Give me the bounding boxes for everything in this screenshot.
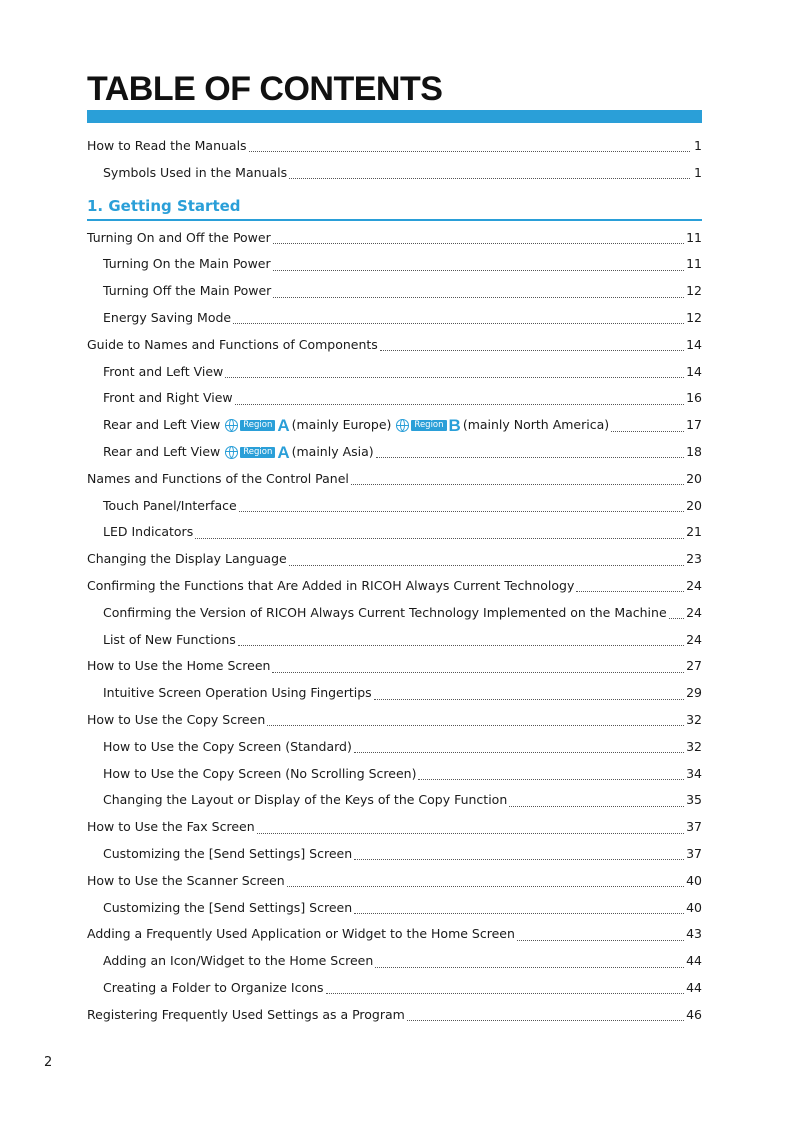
- toc-entry-text: How to Read the Manuals: [87, 138, 247, 153]
- toc-page-number: 44: [686, 953, 702, 969]
- dot-leader: [354, 912, 684, 914]
- toc-subentry[interactable]: [87, 975, 702, 1002]
- toc-subentry[interactable]: [87, 600, 702, 627]
- toc-entry-label: [103, 278, 271, 305]
- toc-entry-text: How to Use the Copy Screen (No Scrolling Screen): [103, 765, 417, 781]
- region-letter: A: [277, 442, 290, 462]
- toc-page-number: 11: [686, 256, 702, 272]
- toc-entry-label: [103, 680, 372, 707]
- toc-entry-label: [87, 653, 270, 680]
- toc-subentry[interactable]: [87, 385, 702, 412]
- toc-entry-label: [103, 493, 237, 520]
- toc-entry-label: [103, 519, 193, 546]
- toc-entry-label: [103, 975, 324, 1002]
- toc-entry-label: [103, 359, 223, 386]
- region-description: (mainly Europe): [291, 417, 392, 433]
- globe-icon: [225, 446, 238, 459]
- toc-entry-text: Changing the Display Language: [87, 551, 287, 567]
- dot-leader: [225, 376, 684, 378]
- dot-leader: [380, 349, 684, 351]
- toc-page-number: 12: [686, 283, 702, 299]
- toc-entry-label: [103, 385, 233, 412]
- toc-subentry[interactable]: [87, 680, 702, 707]
- dot-leader: [257, 832, 684, 834]
- dot-leader: [418, 778, 684, 780]
- toc-page-number: 20: [686, 470, 702, 486]
- dot-leader: [267, 724, 684, 726]
- dot-leader: [239, 510, 684, 512]
- chapter-title: 1. Getting Started: [87, 196, 241, 215]
- dot-leader: [576, 590, 684, 592]
- toc-entry[interactable]: [87, 225, 702, 252]
- region-marker: [225, 444, 289, 461]
- region-tag: Region: [240, 447, 275, 458]
- toc-page-number: 27: [686, 658, 702, 674]
- chapter-entries: [87, 225, 702, 1029]
- toc-entry-text: Rear and Left View: [103, 443, 221, 459]
- toc-subentry[interactable]: [87, 519, 702, 546]
- dot-leader: [354, 751, 684, 753]
- toc-entry-label: [103, 160, 287, 187]
- region-description: (mainly Asia): [291, 443, 374, 459]
- toc-subentry[interactable]: [87, 251, 702, 278]
- toc-entry-text: Front and Right View: [103, 390, 233, 406]
- toc-entry-text: How to Use the Scanner Screen: [87, 872, 285, 888]
- toc-entry-text: Turning On and Off the Power: [87, 229, 271, 245]
- dot-leader: [249, 150, 690, 152]
- dot-leader: [669, 617, 684, 619]
- dot-leader: [195, 537, 684, 539]
- toc-entry[interactable]: [87, 653, 702, 680]
- toc-page-number: 23: [686, 551, 702, 567]
- toc-page-number: 12: [686, 309, 702, 325]
- region-marker: [396, 417, 460, 434]
- toc-entry-text: Symbols Used in the Manuals: [103, 164, 288, 180]
- region-letter: A: [277, 416, 290, 436]
- toc-entry-label: [103, 761, 416, 788]
- toc-subentry[interactable]: [87, 305, 702, 332]
- toc-entry-label: [87, 466, 349, 493]
- dot-leader: [289, 564, 684, 566]
- toc-entry-text: How to Use the Copy Screen: [87, 711, 266, 727]
- globe-icon: [225, 419, 238, 432]
- toc-page-number: 16: [686, 390, 702, 406]
- toc-subentry[interactable]: [87, 734, 702, 761]
- dot-leader: [517, 939, 684, 941]
- toc-entry-text: Confirming the Version of RICOH Always Current Technology Implemented on the Machine: [103, 604, 667, 620]
- toc-entry-label: [103, 412, 609, 439]
- toc-entry-text: Intuitive Screen Operation Using Fingertips: [103, 685, 372, 701]
- toc-entry[interactable]: [87, 707, 702, 734]
- dot-leader: [289, 177, 690, 179]
- toc-entry-label: [103, 305, 231, 332]
- page-number: 2: [44, 1055, 53, 1070]
- chapter-heading[interactable]: [87, 187, 702, 221]
- toc-page-number: 21: [686, 524, 702, 540]
- toc-subentry[interactable]: [87, 439, 702, 466]
- toc-entry-text: How to Use the Home Screen: [87, 658, 271, 674]
- dot-leader: [407, 1019, 684, 1021]
- toc-entry-label: [87, 707, 265, 734]
- toc-entry-text: Registering Frequently Used Settings as a Program: [87, 1006, 405, 1022]
- toc-entry-label: [87, 332, 378, 359]
- toc-entry-label: [87, 133, 247, 160]
- toc-subentry[interactable]: [87, 493, 702, 520]
- toc-page-number: 40: [686, 899, 702, 915]
- toc-page-number: 32: [686, 711, 702, 727]
- table-of-contents: [87, 133, 702, 1029]
- dot-leader: [235, 403, 684, 405]
- toc-entry-text: List of New Functions: [103, 631, 236, 647]
- toc-entry[interactable]: [87, 573, 702, 600]
- toc-page-number: 17: [686, 417, 702, 433]
- toc-entry-label: [103, 439, 374, 466]
- dot-leader: [273, 296, 684, 298]
- toc-entry-text: LED Indicators: [103, 524, 194, 540]
- dot-leader: [509, 805, 684, 807]
- toc-page-number: 20: [686, 497, 702, 513]
- toc-page-number: 14: [686, 336, 702, 352]
- toc-subentry[interactable]: [87, 761, 702, 788]
- toc-entry-label: [103, 251, 271, 278]
- toc-entry-label: [103, 734, 352, 761]
- toc-entry[interactable]: [87, 921, 702, 948]
- dot-leader: [375, 966, 684, 968]
- toc-page-number: 40: [686, 872, 702, 888]
- toc-page-number: 1: [694, 138, 702, 153]
- title-underline-bar: [87, 110, 702, 123]
- dot-leader: [233, 322, 684, 324]
- toc-page-number: 44: [686, 979, 702, 995]
- dot-leader: [287, 885, 684, 887]
- region-tag: Region: [240, 420, 275, 431]
- toc-entry[interactable]: [87, 814, 702, 841]
- intro-section: [87, 133, 702, 187]
- toc-page-number: 24: [686, 631, 702, 647]
- toc-entry-text: How to Use the Fax Screen: [87, 819, 255, 835]
- toc-entry-text: Energy Saving Mode: [103, 309, 232, 325]
- toc-page-number: 34: [686, 765, 702, 781]
- dot-leader: [611, 430, 684, 432]
- toc-entry-text: Guide to Names and Functions of Components: [87, 336, 378, 352]
- toc-entry-label: [87, 868, 285, 895]
- region-marker: [225, 417, 289, 434]
- toc-subentry[interactable]: [87, 359, 702, 386]
- toc-subentry[interactable]: [87, 787, 702, 814]
- toc-entry-text: Confirming the Functions that Are Added in RICOH Always Current Technology: [87, 577, 575, 593]
- toc-entry[interactable]: [87, 868, 702, 895]
- toc-subentry[interactable]: [87, 948, 702, 975]
- dot-leader: [273, 269, 684, 271]
- dot-leader: [376, 456, 684, 458]
- toc-page-number: 29: [686, 685, 702, 701]
- toc-entry-text: Adding a Frequently Used Application or Widget to the Home Screen: [87, 926, 515, 942]
- toc-page-number: 24: [686, 577, 702, 593]
- toc-entry-text: Turning Off the Main Power: [103, 283, 272, 299]
- toc-entry-label: [103, 600, 667, 627]
- region-description: (mainly North America): [462, 417, 610, 433]
- toc-entry-label: [103, 627, 236, 654]
- globe-icon: [396, 419, 409, 432]
- toc-entry-label: [87, 573, 574, 600]
- toc-page-number: 32: [686, 738, 702, 754]
- dot-leader: [238, 644, 684, 646]
- toc-entry-label: [87, 921, 515, 948]
- toc-entry-text: Rear and Left View: [103, 417, 221, 433]
- dot-leader: [354, 858, 684, 860]
- toc-page-number: 37: [686, 845, 702, 861]
- toc-entry-label: [87, 225, 271, 252]
- toc-entry[interactable]: [87, 332, 702, 359]
- toc-entry[interactable]: [87, 546, 702, 573]
- region-letter: B: [448, 416, 461, 436]
- toc-entry-text: Customizing the [Send Settings] Screen: [103, 899, 353, 915]
- toc-subentry[interactable]: [87, 627, 702, 654]
- toc-entry-label: [87, 546, 287, 573]
- toc-page-number: 24: [686, 604, 702, 620]
- dot-leader: [273, 242, 684, 244]
- toc-entry-label: [103, 841, 352, 868]
- toc-entry-text: Front and Left View: [103, 363, 224, 379]
- toc-entry-text: Touch Panel/Interface: [103, 497, 237, 513]
- toc-entry-text: Creating a Folder to Organize Icons: [103, 979, 324, 995]
- toc-page-number: 43: [686, 926, 702, 942]
- toc-subentry[interactable]: [87, 895, 702, 922]
- toc-entry-text: Turning On the Main Power: [103, 256, 271, 272]
- toc-entry-text: Names and Functions of the Control Panel: [87, 470, 349, 486]
- toc-entry-text: Customizing the [Send Settings] Screen: [103, 845, 353, 861]
- toc-page-number: 14: [686, 363, 702, 379]
- toc-page-number: 11: [686, 229, 702, 245]
- toc-entry-text: Changing the Layout or Display of the Keys of the Copy Function: [103, 792, 508, 808]
- toc-entry[interactable]: [87, 1002, 702, 1029]
- toc-subentry[interactable]: [87, 278, 702, 305]
- toc-page-number: 37: [686, 819, 702, 835]
- toc-entry-label: [103, 895, 352, 922]
- toc-subentry[interactable]: [87, 160, 702, 187]
- toc-entry-text: Adding an Icon/Widget to the Home Screen: [103, 953, 374, 969]
- toc-page-number: 46: [686, 1006, 702, 1022]
- toc-entry-text: How to Use the Copy Screen (Standard): [103, 738, 352, 754]
- toc-entry-label: [87, 814, 255, 841]
- toc-entry-label: [103, 948, 373, 975]
- toc-entry-label: [87, 1002, 405, 1029]
- toc-entry-label: [103, 787, 507, 814]
- toc-page-number: 18: [686, 443, 702, 459]
- toc-entry[interactable]: [87, 133, 702, 160]
- toc-page-number: 1: [694, 164, 702, 180]
- dot-leader: [272, 671, 684, 673]
- region-tag: Region: [411, 420, 446, 431]
- dot-leader: [374, 698, 684, 700]
- toc-subentry[interactable]: [87, 412, 702, 439]
- dot-leader: [326, 992, 685, 994]
- page-title: TABLE OF CONTENTS: [87, 70, 443, 108]
- dot-leader: [351, 483, 684, 485]
- toc-entry[interactable]: [87, 466, 702, 493]
- toc-page-number: 35: [686, 792, 702, 808]
- toc-subentry[interactable]: [87, 841, 702, 868]
